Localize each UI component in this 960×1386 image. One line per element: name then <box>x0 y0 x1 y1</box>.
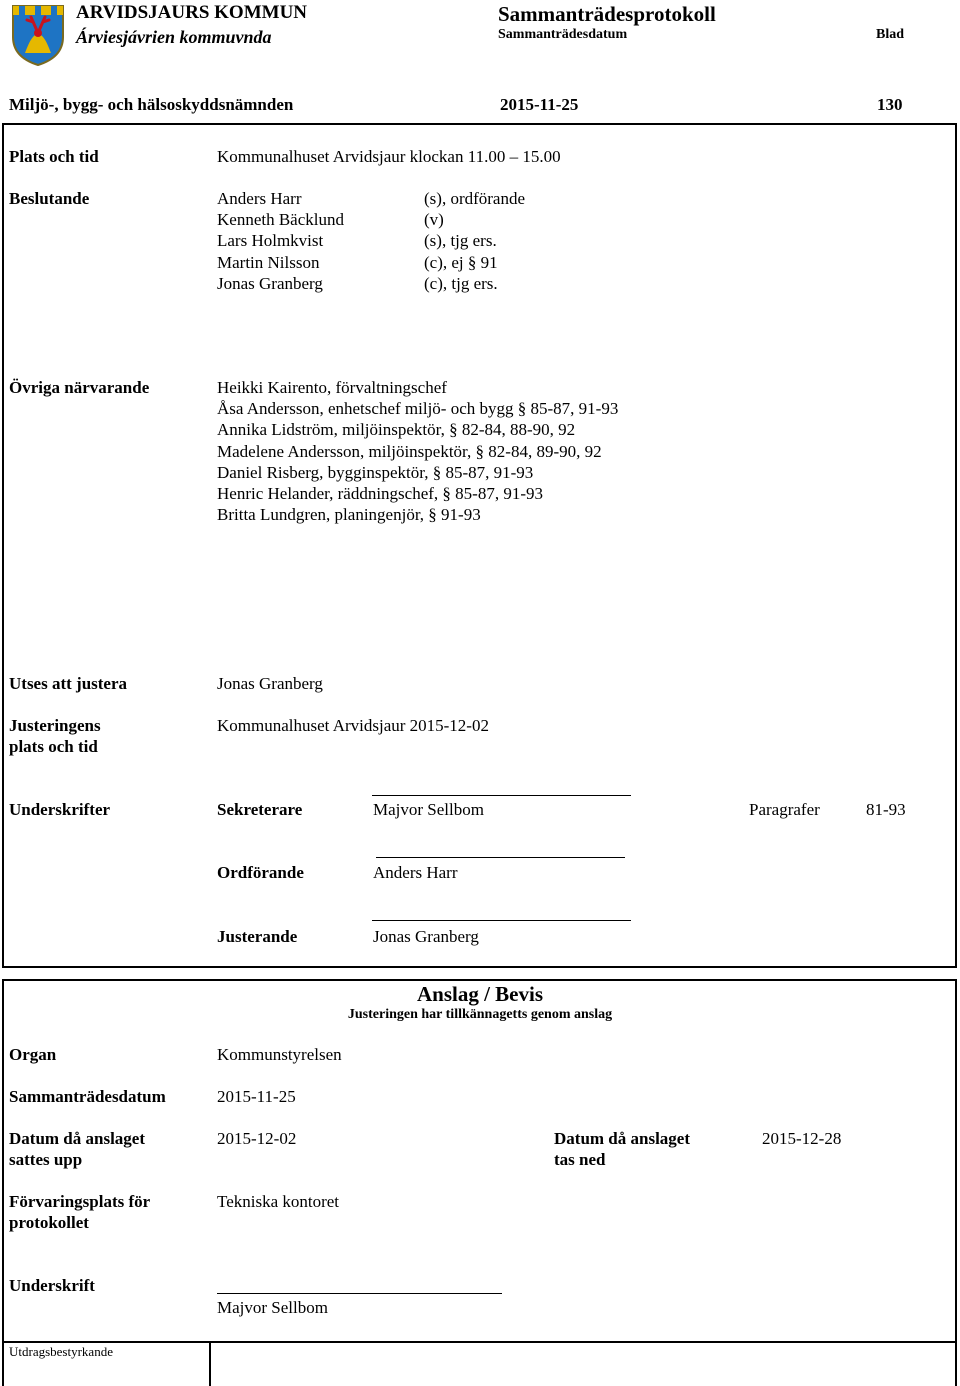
paragraphs-label: Paragrafer <box>749 800 820 819</box>
notice-box <box>2 979 957 1386</box>
attendee-item: Åsa Andersson, enhetschef miljö- och bygg § 85-87, 91-93 <box>217 399 619 419</box>
coat-of-arms-icon <box>9 3 67 67</box>
chair-signature-line <box>376 857 625 858</box>
decider-role: (s), ordförande <box>424 189 526 208</box>
signature-label: Underskrift <box>9 1276 95 1295</box>
adjusting-name: Jonas Granberg <box>373 927 479 946</box>
storage-label <box>9 1191 150 1233</box>
attendee-item: Madelene Andersson, miljöinspektör, § 82-84, 89-90, 92 <box>217 441 602 461</box>
chair-name: Anders Harr <box>373 863 458 882</box>
decider-name: Martin Nilsson <box>217 252 320 272</box>
notice-signature-name: Majvor Sellbom <box>217 1298 328 1317</box>
decider-role: (c), tjg ers. <box>424 273 498 293</box>
adjusting-label: Justerande <box>217 927 298 946</box>
decider-name: Jonas Granberg <box>217 273 323 293</box>
removed-date-label-line2: tas ned <box>554 1150 606 1169</box>
attendee-item: Heikki Kairento, förvaltningschef <box>217 378 447 397</box>
organ-label: Organ <box>9 1045 57 1064</box>
notice-subtitle: Justeringen har tillkännagetts genom anslag <box>347 1007 613 1022</box>
committee-name: Miljö-, bygg- och hälsoskyddsnämnden <box>9 95 294 114</box>
decider-role: (c), ej § 91 <box>424 252 498 272</box>
attendee-item: Daniel Risberg, bygginspektör, § 85-87, 91-93 <box>217 462 534 482</box>
chair-label: Ordförande <box>217 863 304 882</box>
notice-meeting-date-value: 2015-11-25 <box>217 1087 296 1106</box>
adjust-place-value: Kommunalhuset Arvidsjaur 2015-12-02 <box>217 716 489 735</box>
attendee-item: Annika Lidström, miljöinspektör, § 82-84, 88-90, 92 <box>217 420 576 440</box>
footer-divider <box>2 1341 957 1343</box>
decider-name: Anders Harr <box>217 189 302 208</box>
decider-name: Kenneth Bäcklund <box>217 210 344 230</box>
secretary-signature-line <box>372 795 631 796</box>
secretary-name: Majvor Sellbom <box>373 800 484 819</box>
deciders-roles <box>424 188 525 294</box>
attendee-item: Henric Helander, räddningschef, § 85-87, 91-93 <box>217 484 543 504</box>
deciders-label: Beslutande <box>9 189 90 208</box>
notice-title: Anslag / Bevis <box>416 982 544 1006</box>
meeting-date-label: Sammanträdesdatum <box>498 27 628 42</box>
footer-column-divider <box>209 1341 211 1386</box>
secretary-label: Sekreterare <box>217 800 303 819</box>
storage-label-line1: Förvaringsplats för <box>9 1192 151 1211</box>
posted-date-label-line1: Datum då anslaget <box>9 1129 146 1148</box>
document-title: Sammanträdesprotokoll <box>498 2 716 26</box>
page-label: Blad <box>876 27 905 42</box>
removed-date-label <box>554 1128 690 1170</box>
adjusting-signature-line <box>372 920 631 921</box>
adjuster-value: Jonas Granberg <box>217 674 323 693</box>
others-present-list <box>217 377 618 525</box>
org-name: ARVIDSJAURS KOMMUN <box>76 2 308 23</box>
adjust-place-label <box>9 715 101 757</box>
paragraphs-value: 81-93 <box>866 800 906 819</box>
notice-meeting-date-label: Sammanträdesdatum <box>9 1087 166 1106</box>
decider-role: (s), tjg ers. <box>424 231 497 251</box>
removed-date-value: 2015-12-28 <box>762 1129 842 1148</box>
org-name-sami: Árviesjávrien kommuvnda <box>76 27 272 47</box>
adjust-place-label-line2: plats och tid <box>9 737 98 756</box>
posted-date-label-line2: sattes upp <box>9 1150 83 1169</box>
adjuster-label: Utses att justera <box>9 674 128 693</box>
removed-date-label-line1: Datum då anslaget <box>554 1129 691 1148</box>
posted-date-label <box>9 1128 145 1170</box>
place-time-value: Kommunalhuset Arvidsjaur klockan 11.00 – 15.00 <box>217 147 561 166</box>
meeting-date: 2015-11-25 <box>500 95 579 114</box>
storage-label-line2: protokollet <box>9 1213 89 1232</box>
deciders-names <box>217 188 344 294</box>
attendee-item: Britta Lundgren, planingenjör, § 91-93 <box>217 505 481 525</box>
decider-name: Lars Holmkvist <box>217 231 324 251</box>
notice-signature-line <box>217 1293 502 1294</box>
signatures-label: Underskrifter <box>9 800 111 819</box>
posted-date-value: 2015-12-02 <box>217 1129 297 1148</box>
certification-label: Utdragsbestyrkande <box>9 1344 113 1359</box>
page-number: 130 <box>877 95 903 114</box>
place-time-label: Plats och tid <box>9 147 99 166</box>
decider-role: (v) <box>424 210 444 230</box>
storage-value: Tekniska kontoret <box>217 1192 340 1211</box>
organ-value: Kommunstyrelsen <box>217 1045 342 1064</box>
others-present-label: Övriga närvarande <box>9 378 150 397</box>
adjust-place-label-line1: Justeringens <box>9 716 101 735</box>
